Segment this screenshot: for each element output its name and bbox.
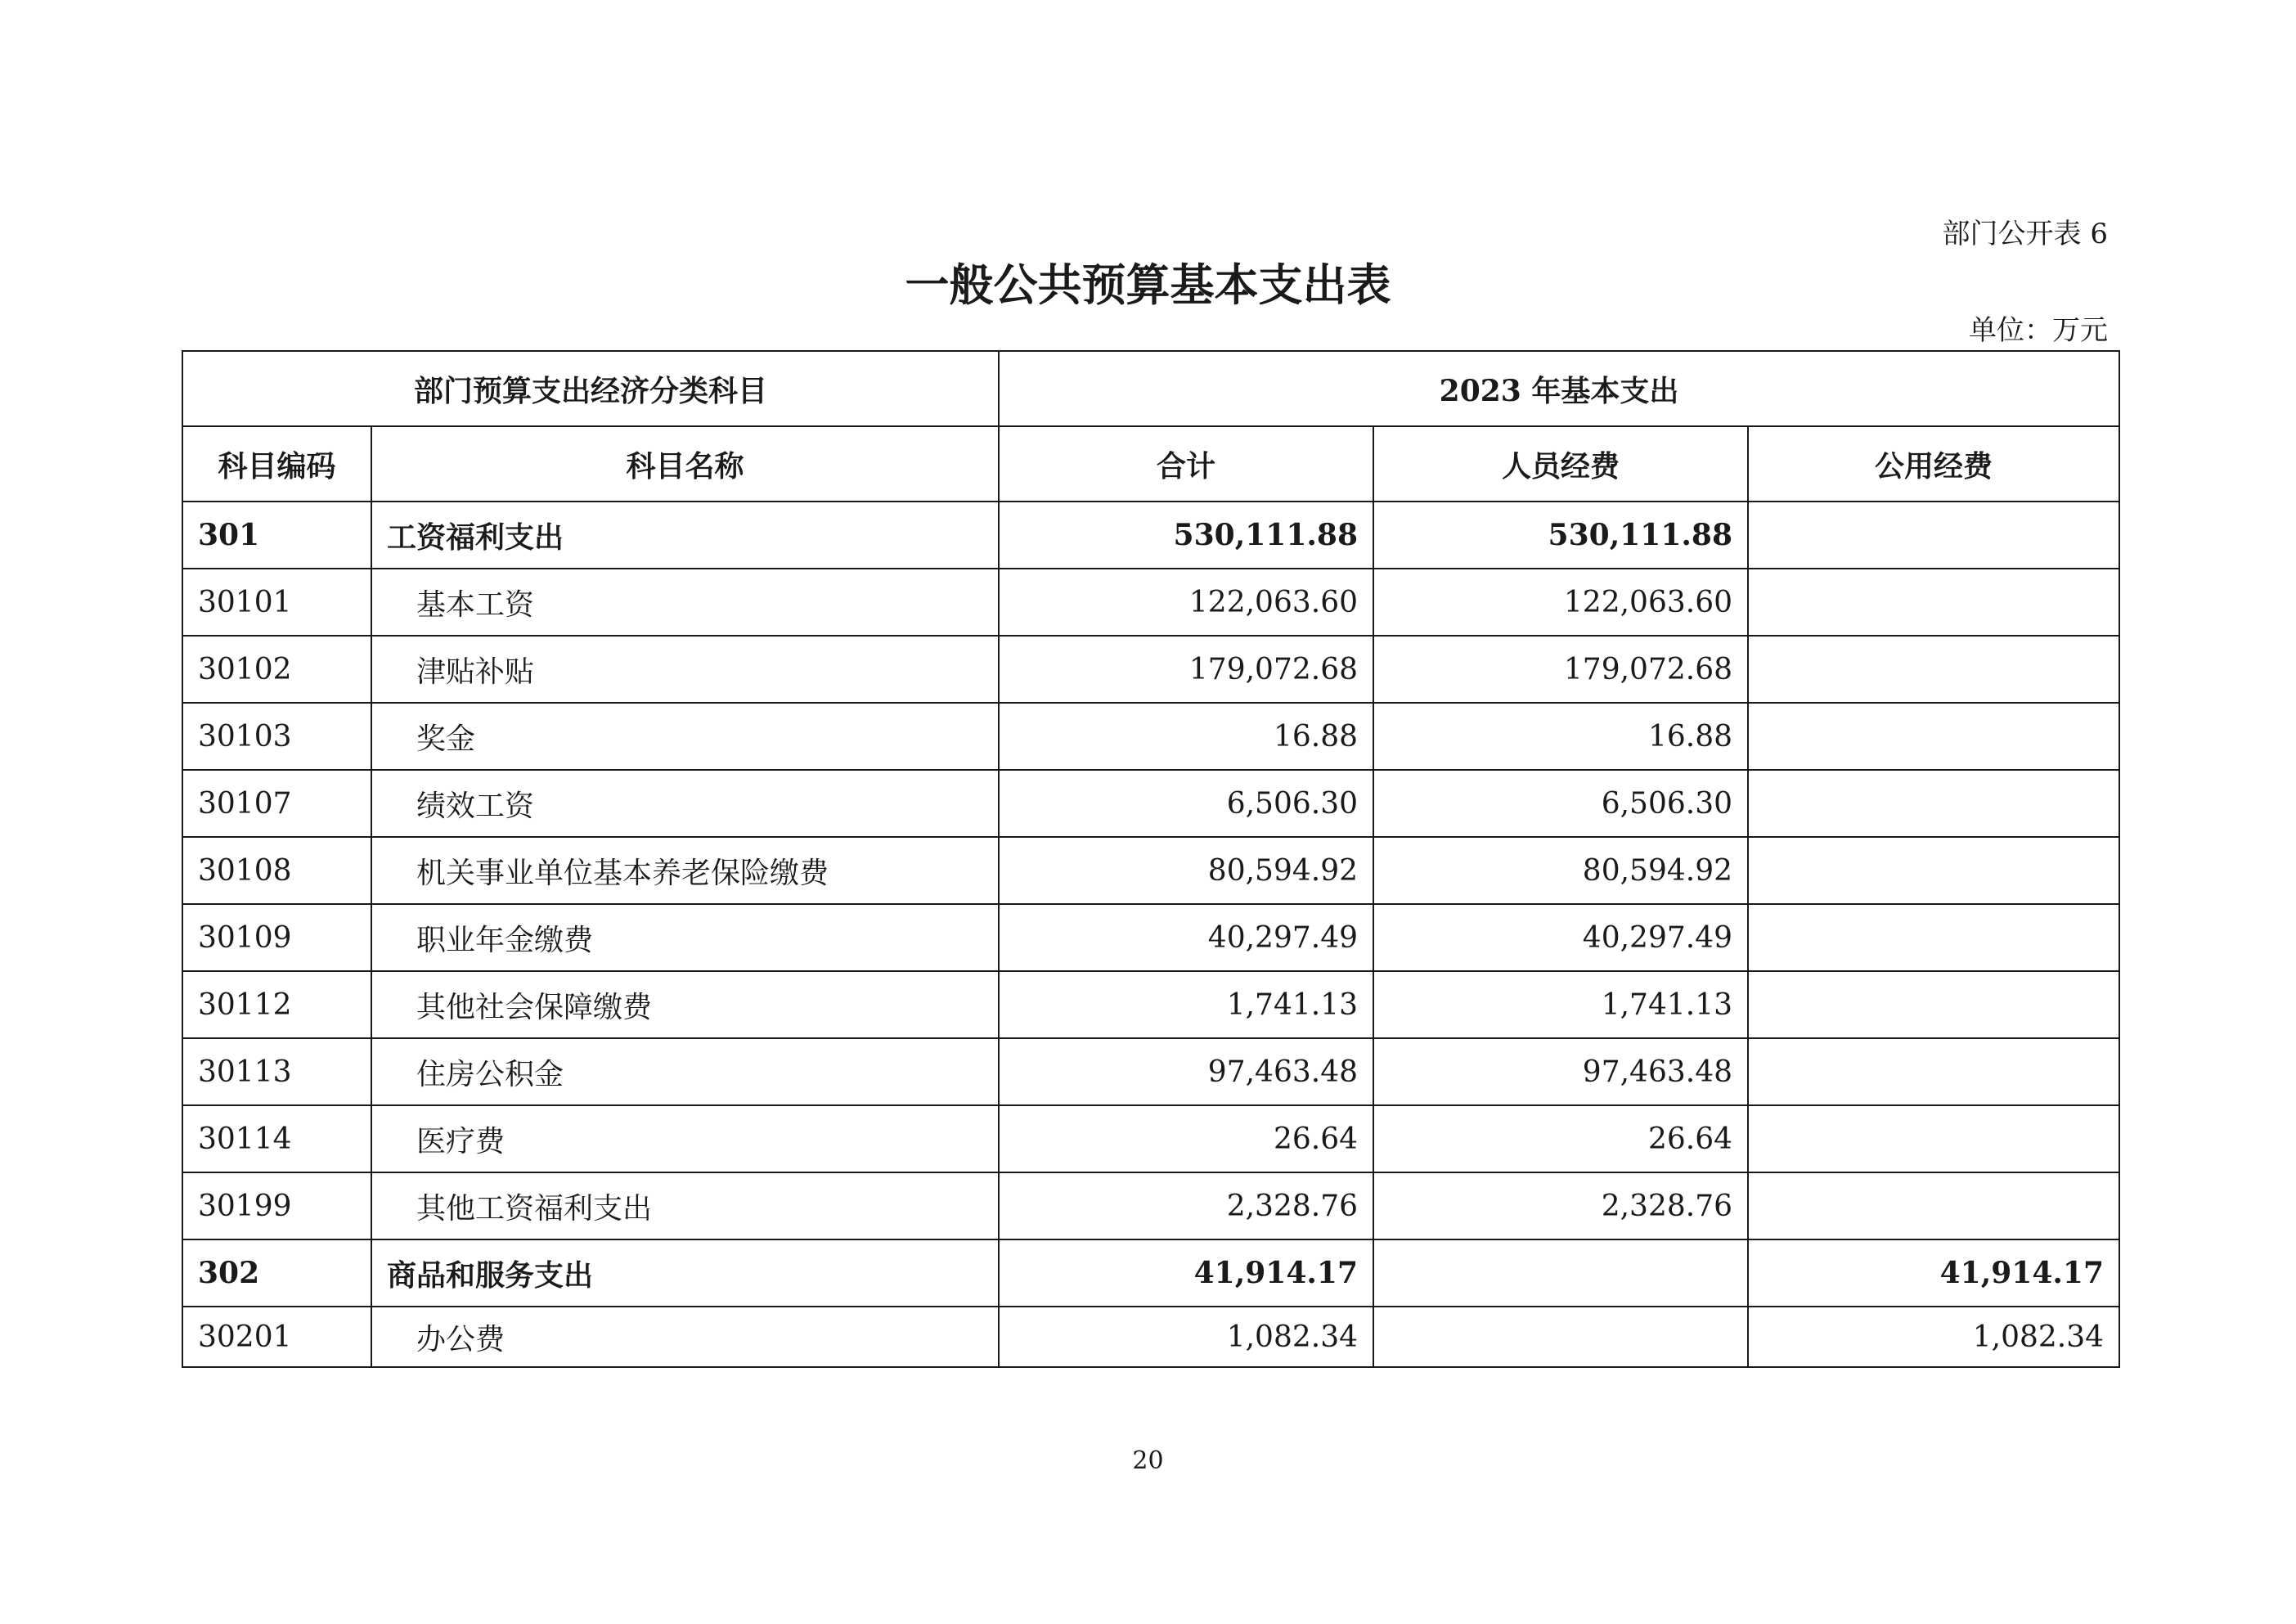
cell-personnel: 179,072.68 [1373,636,1748,703]
cell-public: 41,914.17 [1748,1239,2119,1307]
table-row [182,1307,2119,1367]
cell-public [1748,770,2119,837]
table-row [182,971,2119,1038]
cell-total: 97,463.48 [999,1038,1373,1105]
cell-code: 30107 [182,770,371,837]
cell-code: 30199 [182,1172,371,1239]
cell-public [1748,569,2119,636]
cell-code: 30112 [182,971,371,1038]
header-personnel: 人员经费 [1373,426,1748,502]
document-tag: 部门公开表 6 [1942,218,2108,250]
cell-total: 1,741.13 [999,971,1373,1038]
table-row [182,837,2119,904]
page-number: 20 [1132,1446,1164,1475]
cell-name: 工资福利支出 [371,502,999,569]
cell-public [1748,703,2119,770]
cell-name: 绩效工资 [371,770,999,837]
cell-total: 179,072.68 [999,636,1373,703]
cell-name: 其他工资福利支出 [371,1172,999,1239]
cell-public [1748,837,2119,904]
cell-name: 医疗费 [371,1105,999,1172]
cell-code: 30109 [182,904,371,971]
header-group-classification: 部门预算支出经济分类科目 [182,351,999,426]
cell-personnel: 6,506.30 [1373,770,1748,837]
header-column-row [182,426,2119,502]
cell-name: 基本工资 [371,569,999,636]
budget-table [182,350,2120,1368]
cell-personnel: 97,463.48 [1373,1038,1748,1105]
cell-total: 41,914.17 [999,1239,1373,1307]
cell-public [1748,971,2119,1038]
cell-public [1748,1038,2119,1105]
unit-label: 单位：万元 [1969,314,2108,347]
cell-personnel: 40,297.49 [1373,904,1748,971]
table-row [182,904,2119,971]
header-code: 科目编码 [182,426,371,502]
cell-name: 住房公积金 [371,1038,999,1105]
table-row [182,703,2119,770]
cell-total: 6,506.30 [999,770,1373,837]
cell-name: 职业年金缴费 [371,904,999,971]
cell-total: 40,297.49 [999,904,1373,971]
cell-public [1748,1172,2119,1239]
table-row [182,1038,2119,1105]
header-total: 合计 [999,426,1373,502]
cell-name: 商品和服务支出 [371,1239,999,1307]
cell-name: 办公费 [371,1307,999,1367]
header-group-basic-expenditure: 2023 年基本支出 [999,351,2119,426]
cell-name: 津贴补贴 [371,636,999,703]
cell-total: 122,063.60 [999,569,1373,636]
cell-personnel: 2,328.76 [1373,1172,1748,1239]
cell-personnel [1373,1239,1748,1307]
cell-personnel: 16.88 [1373,703,1748,770]
table-row [182,569,2119,636]
cell-name: 其他社会保障缴费 [371,971,999,1038]
cell-personnel: 1,741.13 [1373,971,1748,1038]
cell-personnel [1373,1307,1748,1367]
cell-code: 30114 [182,1105,371,1172]
cell-public [1748,502,2119,569]
cell-total: 16.88 [999,703,1373,770]
table-row [182,502,2119,569]
table-row [182,1105,2119,1172]
cell-code: 30102 [182,636,371,703]
cell-code: 30103 [182,703,371,770]
cell-public: 1,082.34 [1748,1307,2119,1367]
cell-public [1748,904,2119,971]
cell-code: 30201 [182,1307,371,1367]
cell-public [1748,636,2119,703]
cell-total: 530,111.88 [999,502,1373,569]
table-row [182,770,2119,837]
cell-public [1748,1105,2119,1172]
header-public: 公用经费 [1748,426,2119,502]
header-group-row [182,351,2119,426]
cell-personnel: 122,063.60 [1373,569,1748,636]
cell-personnel: 26.64 [1373,1105,1748,1172]
cell-total: 80,594.92 [999,837,1373,904]
cell-total: 2,328.76 [999,1172,1373,1239]
table-row [182,1239,2119,1307]
cell-code: 30108 [182,837,371,904]
cell-personnel: 80,594.92 [1373,837,1748,904]
cell-total: 1,082.34 [999,1307,1373,1367]
cell-personnel: 530,111.88 [1373,502,1748,569]
cell-code: 30113 [182,1038,371,1105]
cell-total: 26.64 [999,1105,1373,1172]
table-row [182,636,2119,703]
table-row [182,1172,2119,1239]
cell-code: 301 [182,502,371,569]
header-name: 科目名称 [371,426,999,502]
cell-code: 30101 [182,569,371,636]
cell-code: 302 [182,1239,371,1307]
cell-name: 奖金 [371,703,999,770]
cell-name: 机关事业单位基本养老保险缴费 [371,837,999,904]
page-title: 一般公共预算基本支出表 [905,259,1391,311]
